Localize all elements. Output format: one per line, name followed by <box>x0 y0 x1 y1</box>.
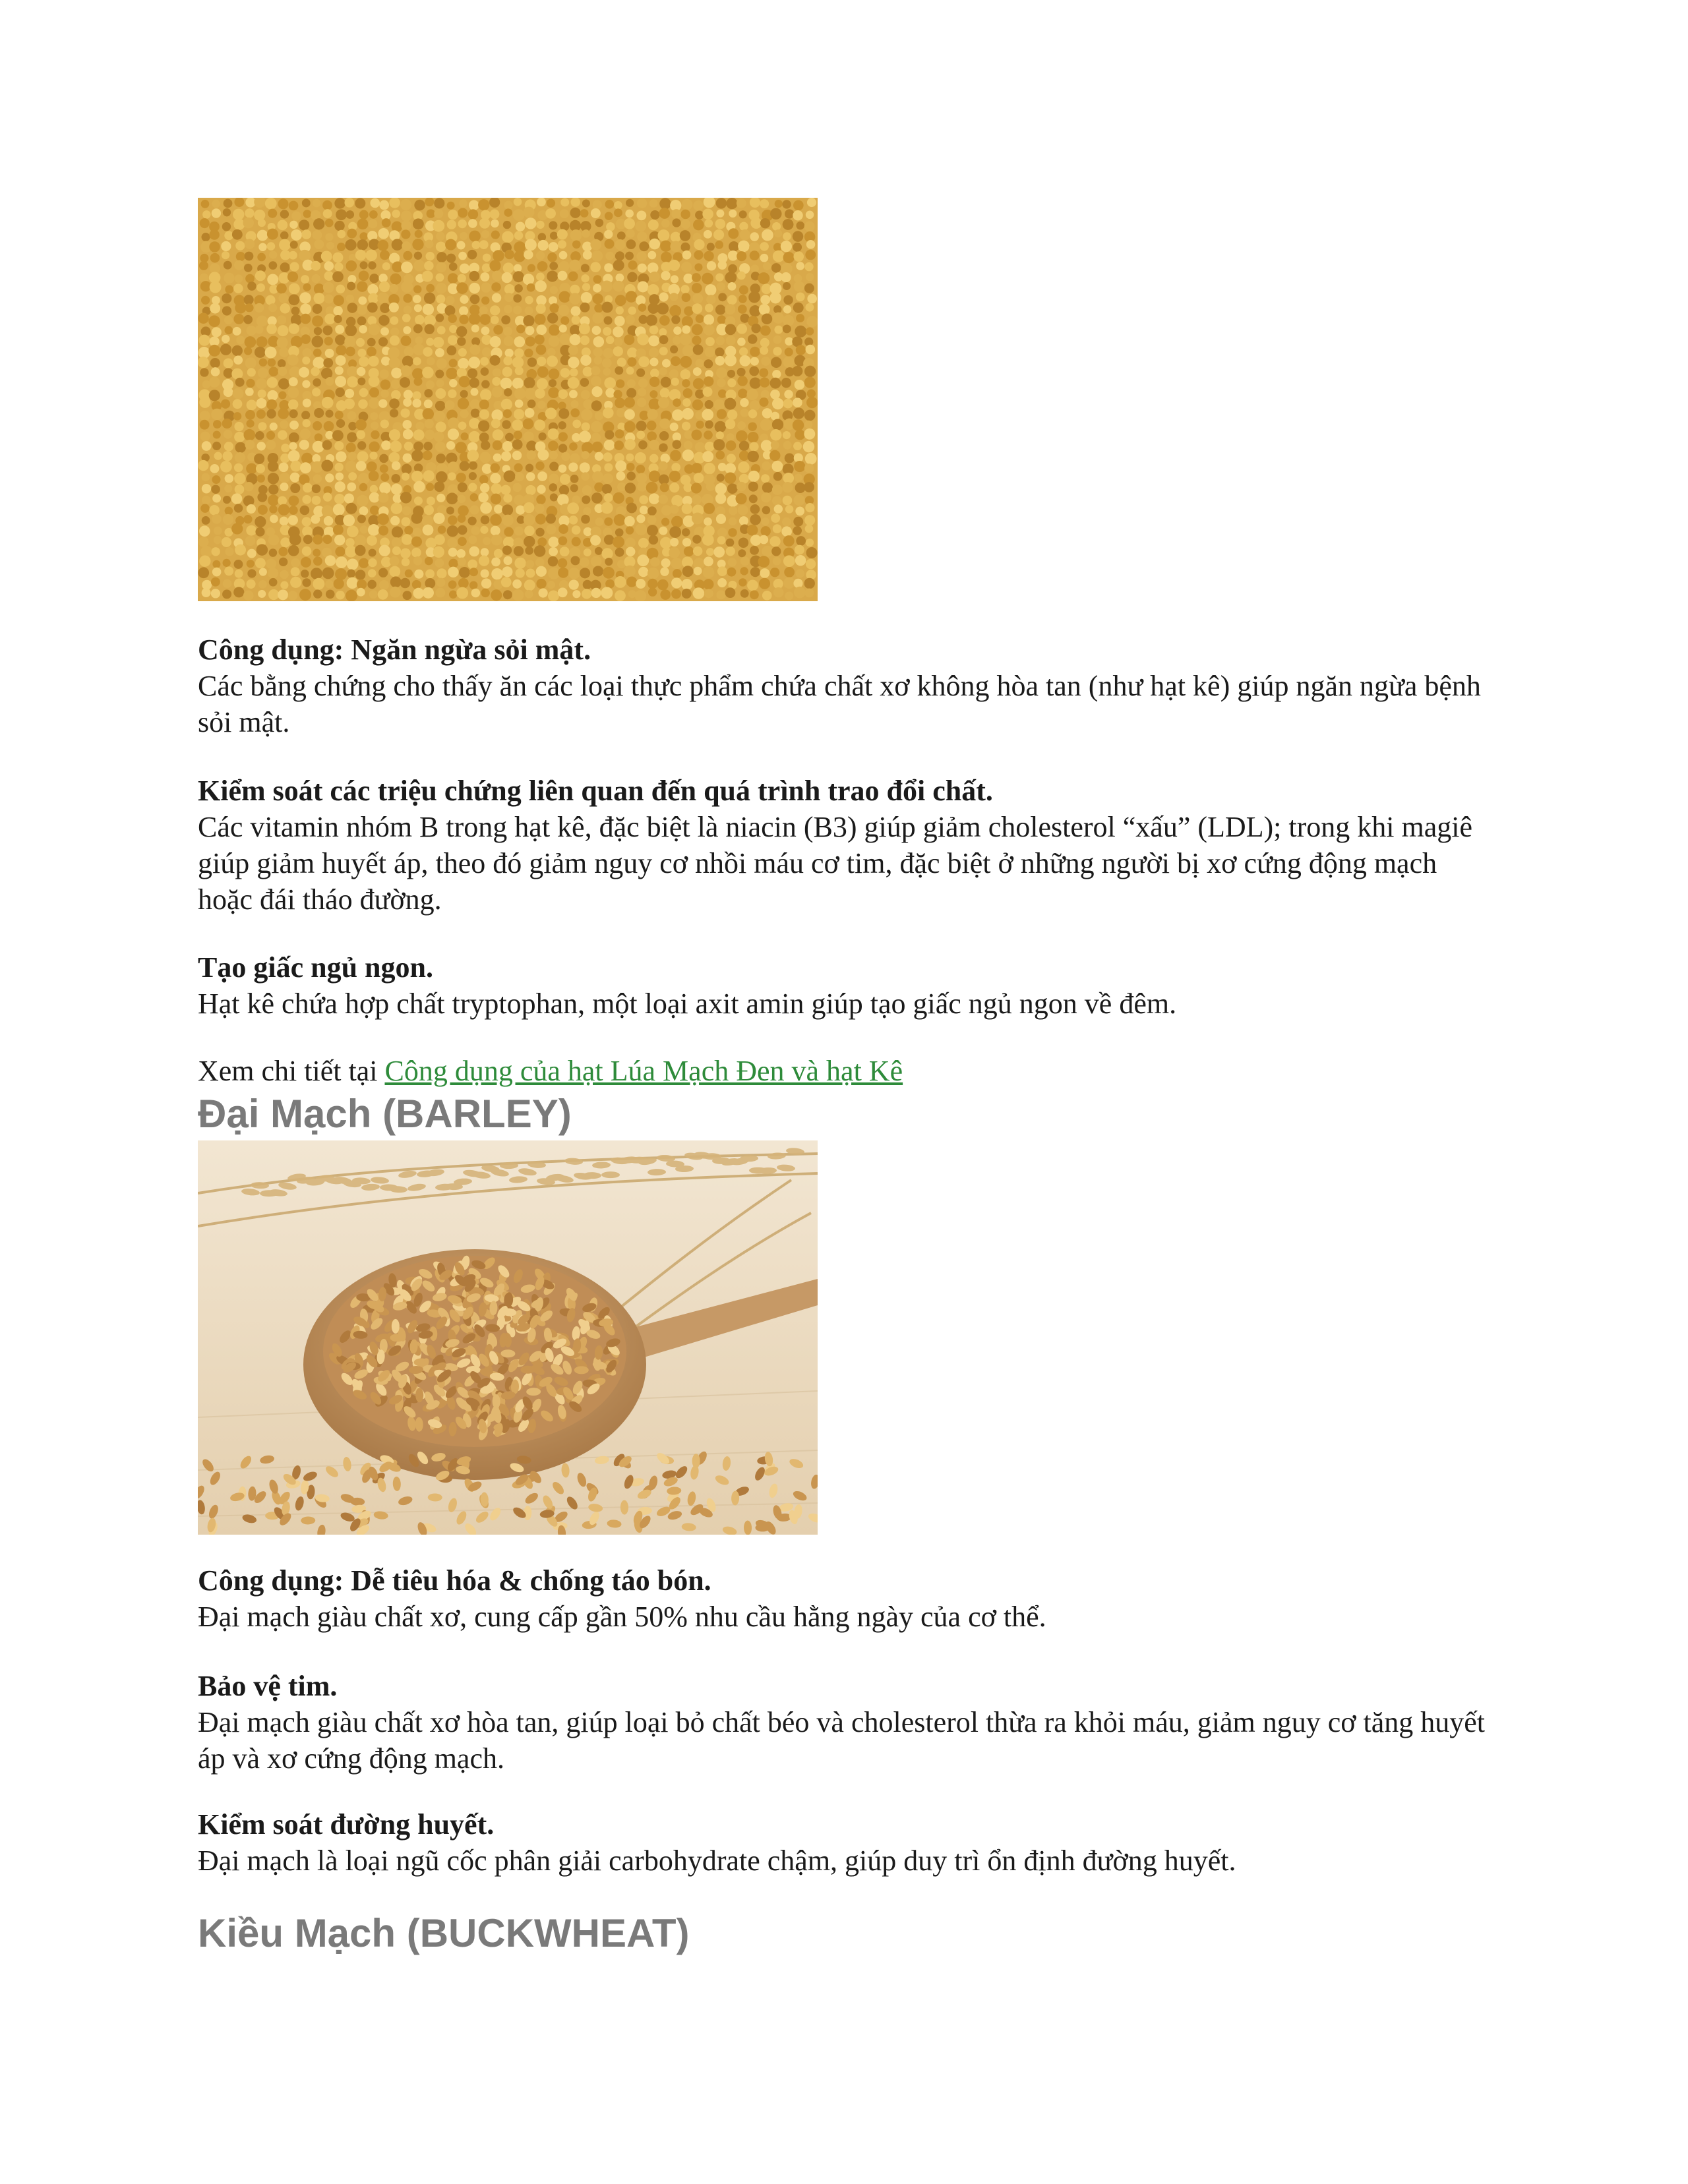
benefit-body: Đại mạch giàu chất xơ hòa tan, giúp loại bỏ chất béo và cholesterol thừa ra khỏi máu, giảm nguy cơ tăng huyết áp và xơ cứng động mạch. <box>198 1706 1486 1775</box>
detail-link[interactable]: Công dụng của hạt Lúa Mạch Đen và hạt Kê <box>384 1055 903 1087</box>
millet-grains-icon <box>198 198 818 601</box>
benefit-heading: Bảo vệ tim. <box>198 1670 338 1702</box>
barley-image <box>198 1140 818 1535</box>
buckwheat-section-title: Kiều Mạch (BUCKWHEAT) <box>198 1911 690 1955</box>
benefit-body: Đại mạch là loại ngũ cốc phân giải carbohydrate chậm, giúp duy trì ổn định đường huyết. <box>198 1845 1236 1877</box>
barley-section-title: Đại Mạch (BARLEY) <box>198 1092 572 1136</box>
millet-benefit-2 <box>198 773 1490 918</box>
benefit-body: Đại mạch giàu chất xơ, cung cấp gần 50% nhu cầu hằng ngày của cơ thể. <box>198 1601 1046 1633</box>
barley-benefit-3 <box>198 1806 1490 1879</box>
barley-benefit-2 <box>198 1668 1490 1777</box>
benefit-heading: Công dụng: Ngăn ngừa sỏi mật. <box>198 634 591 666</box>
millet-benefit-3 <box>198 949 1490 1022</box>
benefit-heading: Kiểm soát các triệu chứng liên quan đến quá trình trao đổi chất. <box>198 775 993 807</box>
benefit-body: Hạt kê chứa hợp chất tryptophan, một loại axit amin giúp tạo giấc ngủ ngon về đêm. <box>198 988 1177 1020</box>
benefit-body: Các vitamin nhóm B trong hạt kê, đặc biệt là niacin (B3) giúp giảm cholesterol “xấu” (LDL); trong khi magiê giúp giảm huyết áp, theo đó giảm nguy cơ nhồi máu cơ tim, đặc biệt ở những người bị xơ cứng động mạch hoặc đái tháo đường. <box>198 811 1473 916</box>
benefit-heading: Công dụng: Dễ tiêu hóa & chống táo bón. <box>198 1564 711 1597</box>
barley-spoon-icon <box>198 1140 818 1535</box>
detail-line <box>198 1053 903 1089</box>
millet-benefit-1 <box>198 632 1490 740</box>
barley-benefit-1 <box>198 1562 1490 1635</box>
benefit-heading: Tạo giấc ngủ ngon. <box>198 951 433 984</box>
benefit-body: Các bằng chứng cho thấy ăn các loại thực phẩm chứa chất xơ không hòa tan (như hạt kê) giúp ngăn ngừa bệnh sỏi mật. <box>198 670 1481 738</box>
benefit-heading: Kiểm soát đường huyết. <box>198 1808 495 1841</box>
detail-prefix: Xem chi tiết tại <box>198 1055 385 1087</box>
millet-image <box>198 198 818 601</box>
